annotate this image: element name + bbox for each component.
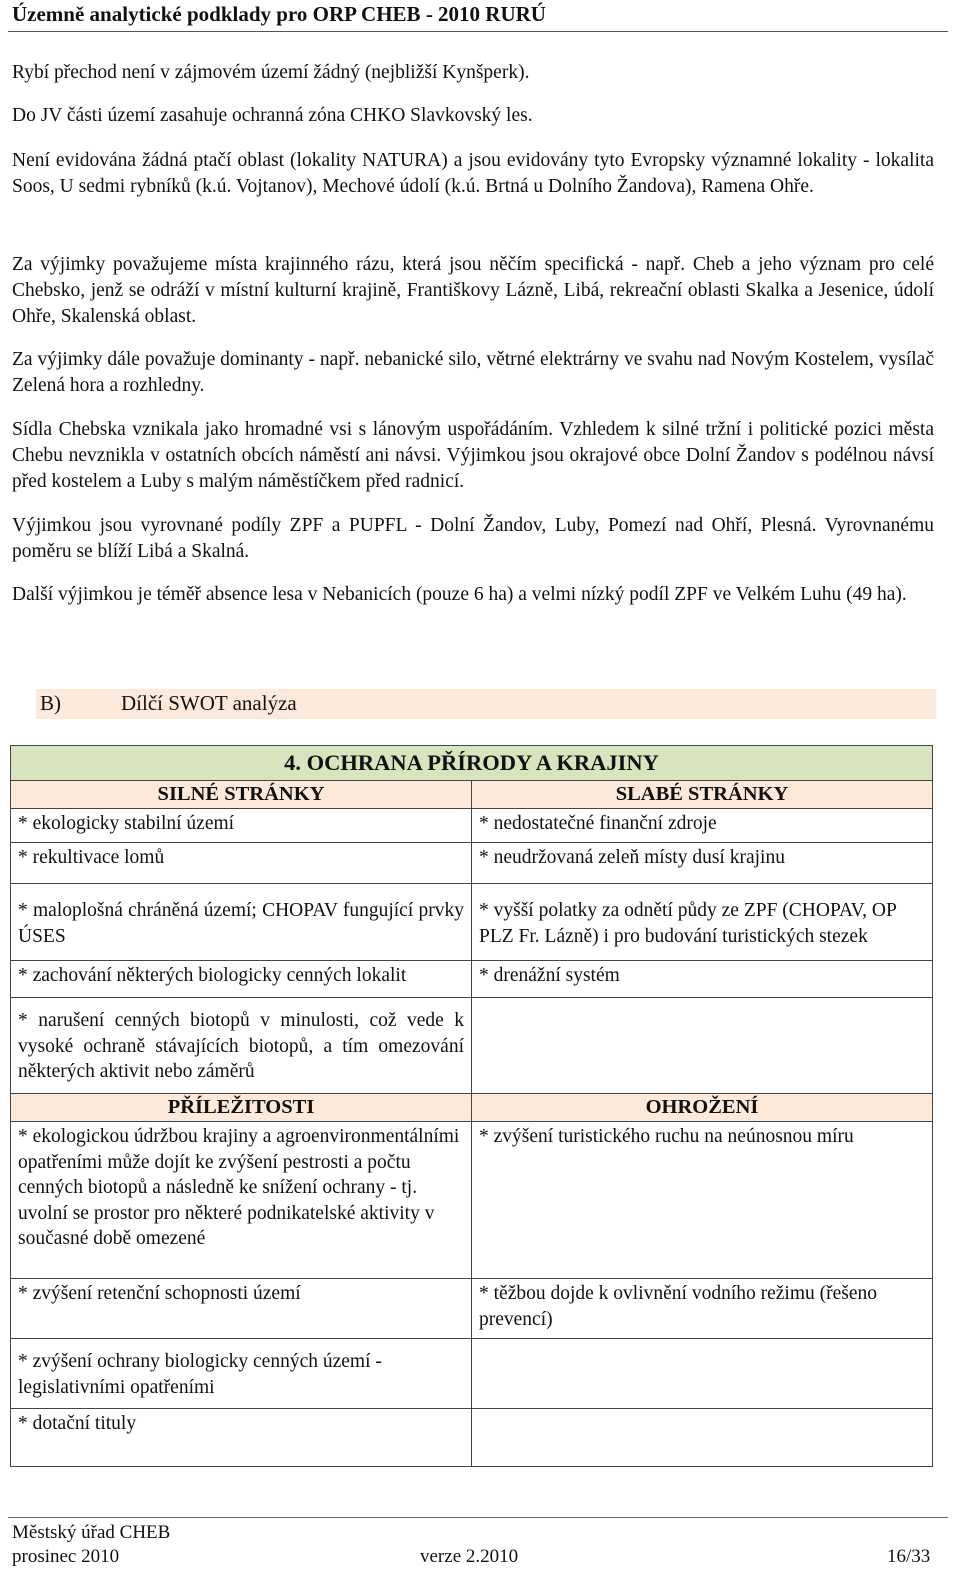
paragraph-fish-pass: Rybí přechod není v zájmovém území žádný (nejbližší Kynšperk). <box>12 62 530 83</box>
weaknesses-header: SLABÉ STRÁNKY <box>472 781 933 809</box>
threat-cell <box>472 1409 933 1467</box>
paragraph-forest-absence: Další výjimkou je téměř absence lesa v Nebanicích (pouze 6 ha) a velmi nízký podíl ZPF ve Velkém Luhu (49 ha). <box>12 584 907 605</box>
weakness-cell: * vyšší polatky za odnětí půdy ze ZPF (CHOPAV, OP PLZ Fr. Lázně) i pro budování turistických stezek <box>472 884 933 961</box>
swot-title: 4. OCHRANA PŘÍRODY A KRAJINY <box>11 746 933 781</box>
threat-cell: * těžbou dojde k ovlivnění vodního režimu (řešeno prevencí) <box>472 1279 933 1339</box>
footer-date: prosinec 2010 <box>12 1546 120 1567</box>
section-heading <box>36 689 936 719</box>
strengths-header: SILNÉ STRÁNKY <box>11 781 472 809</box>
footer-office: Městský úřad CHEB <box>12 1522 171 1543</box>
paragraph-chko: Do JV části území zasahuje ochranná zóna CHKO Slavkovský les. <box>12 105 533 126</box>
strength-cell: * narušení cenných biotopů v minulosti, což vede k vysoké ochraně stávajících biotopů, a tím omezování některých aktivit nebo záměrů <box>11 998 472 1094</box>
threats-header: OHROŽENÍ <box>472 1094 933 1122</box>
section-letter: B) <box>40 691 61 715</box>
weakness-cell: * neudržovaná zeleň místy dusí krajinu <box>472 843 933 884</box>
footer-page-number: 16/33 <box>887 1546 931 1567</box>
opportunity-cell: * zvýšení retenční schopnosti území <box>11 1279 472 1339</box>
weakness-cell <box>472 998 933 1094</box>
threat-cell <box>472 1339 933 1409</box>
opportunity-cell: * ekologickou údržbou krajiny a agroenvironmentálními opatřeními může dojít ke zvýšení pestrosti a počtu cenných biotopů a následně ke snížení ochrany - tj. uvolní se prostor pro některé podnikatelské aktivity v současné době omezené <box>11 1122 472 1279</box>
swot-table <box>10 745 933 1467</box>
opportunity-cell: * dotační tituly <box>11 1409 472 1467</box>
footer-rule <box>8 1517 948 1518</box>
weakness-cell: * nedostatečné finanční zdroje <box>472 809 933 843</box>
weakness-cell: * drenážní systém <box>472 961 933 998</box>
paragraph-land-shares: Výjimkou jsou vyrovnané podíly ZPF a PUPFL - Dolní Žandov, Luby, Pomezí nad Ohří, Plesná. Vyrovnanému poměru se blíží Libá a Skalná. <box>12 515 934 562</box>
section-title: Dílčí SWOT analýza <box>121 691 297 715</box>
paragraph-settlements: Sídla Chebska vznikala jako hromadné vsi s lánovým uspořádáním. Vzhledem k silné tržní i politické pozici města Chebu nevznikla v ostatních obcích náměstí ani návsi. Výjimkou jsou okrajové obce Dolní Žandov s podélnou návsí před kostelem a Luby s malým náměstíčkem před radnicí. <box>12 419 934 492</box>
opportunities-header: PŘÍLEŽITOSTI <box>11 1094 472 1122</box>
paragraph-dominants: Za výjimky dále považuje dominanty - např. nebanické silo, větrné elektrárny ve svahu nad Novým Kostelem, vysílač Zelená hora a rozhledny. <box>12 349 934 396</box>
paragraph-natura: Není evidována žádná ptačí oblast (lokality NATURA) a jsou evidovány tyto Evropsky významné lokality - lokalita Soos, U sedmi rybníků (k.ú. Vojtanov), Mechové údolí (k.ú. Brtná u Dolního Žandova), Ramena Ohře. <box>12 150 934 197</box>
paragraph-landscape-exceptions: Za výjimky považujeme místa krajinného rázu, která jsou něčím specifická - např. Cheb a jeho význam pro celé Chebsko, jenž se odráží v místní kulturní krajině, Františkovy Lázně, Libá, rekreační oblasti Skalka a Jesenice, údolí Ohře, Skalenská oblast. <box>12 254 934 327</box>
strength-cell: * zachování některých biologicky cenných lokalit <box>11 961 472 998</box>
strength-cell: * maloplošná chráněná území; CHOPAV fungující prvky ÚSES <box>11 884 472 961</box>
opportunity-cell: * zvýšení ochrany biologicky cenných území - legislativními opatřeními <box>11 1339 472 1409</box>
document-header-title: Územně analytické podklady pro ORP CHEB - 2010 RURÚ <box>12 2 546 26</box>
strength-cell: * ekologicky stabilní území <box>11 809 472 843</box>
strength-cell: * rekultivace lomů <box>11 843 472 884</box>
header-rule <box>8 31 948 32</box>
threat-cell: * zvýšení turistického ruchu na neúnosnou míru <box>472 1122 933 1279</box>
footer-version: verze 2.2010 <box>420 1546 519 1567</box>
